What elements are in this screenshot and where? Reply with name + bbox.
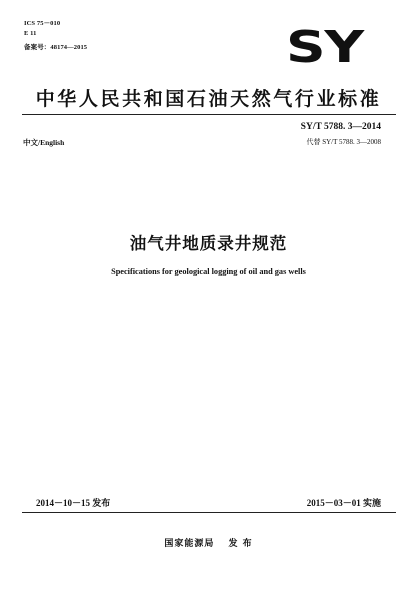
publisher-name: 国家能源局	[164, 539, 215, 549]
ics-code: ICS 75－010	[24, 20, 61, 27]
record-number: 备案号：48174—2015	[24, 44, 88, 51]
replaces-note: 代替 SY/T 5788. 3—2008	[306, 138, 381, 146]
classification-code: E 11	[24, 30, 37, 37]
standard-title: 中华人民共和国石油天然气行业标准	[35, 88, 382, 110]
publisher-line	[0, 536, 417, 549]
document-title-cn: 油气井地质录井规范	[129, 234, 288, 253]
issue-date: 2014－10－15 发布	[36, 498, 111, 508]
top-divider	[22, 114, 396, 115]
sy-logo: SY	[286, 22, 363, 73]
language-label: 中文/English	[23, 138, 65, 147]
bottom-divider	[22, 512, 396, 513]
standard-number: SY/T 5788. 3—2014	[300, 122, 381, 132]
document-title-en: Specifications for geological logging of oil and gas wells	[111, 267, 306, 276]
publish-word: 发 布	[228, 539, 253, 549]
implementation-date: 2015－03－01 实施	[306, 498, 381, 508]
